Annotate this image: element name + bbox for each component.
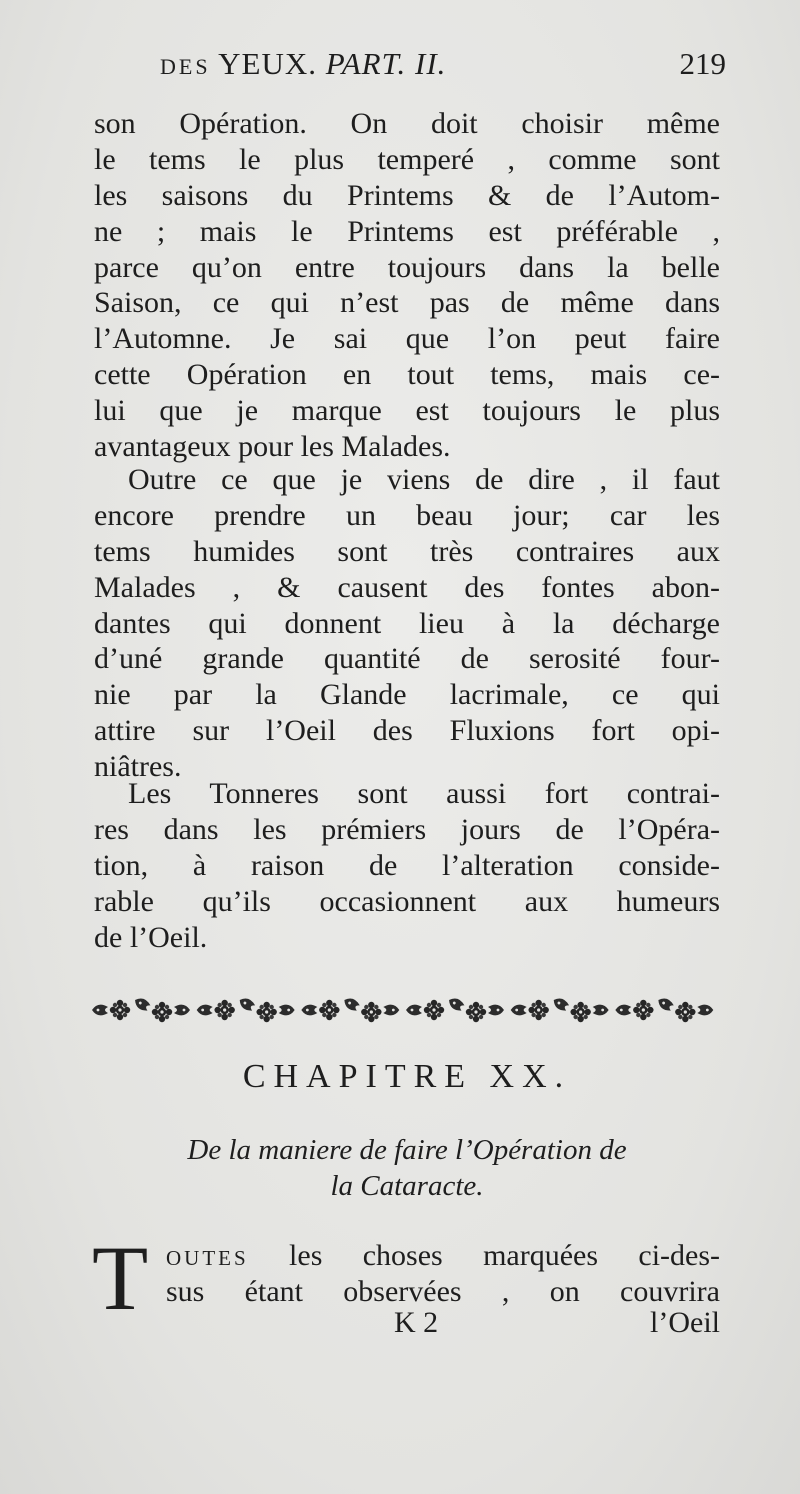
ornament-flower — [675, 1002, 695, 1022]
text-line-rest: les choses marquées ci-des- — [289, 1239, 721, 1272]
text-line: Outre ce que je viens de dire , il faut — [128, 463, 720, 496]
drop-cap: T — [92, 1227, 149, 1329]
text-line: sus étant observées , on couvrira — [166, 1275, 720, 1308]
ornament-leaf — [446, 995, 465, 1012]
text-line: ne ; mais le Printems est préférable , — [94, 214, 720, 248]
chapter-heading: CHAPITRE XX. — [242, 1058, 572, 1095]
text-line — [166, 1238, 720, 1274]
text-line: res dans les prémiers jours de l’Opéra- — [94, 812, 720, 846]
ornament-flower — [528, 1000, 548, 1020]
ornament-leaf — [511, 1005, 527, 1016]
header-title — [160, 46, 446, 82]
paragraph-2 — [94, 462, 720, 785]
chapter-subtitle-line: la Cataracte. — [330, 1170, 484, 1202]
ornament-leaf — [237, 995, 256, 1012]
text-line: l’Automne. Je sai que l’on peut faire — [94, 322, 720, 356]
text-line: lui que je marque est toujours le plus — [94, 394, 720, 428]
text-line: les saisons du Printems & de l’Autom- — [94, 178, 720, 212]
ornament-leaf — [406, 1005, 422, 1016]
ornament-leaf — [488, 1005, 504, 1016]
text-line: niâtres. — [94, 750, 182, 784]
text-line: tems humides sont très contraires aux — [94, 534, 720, 568]
ornament-leaf — [383, 1005, 399, 1016]
ornament-leaf — [197, 1005, 213, 1016]
ornament-flower — [466, 1002, 486, 1022]
text-line: son Opération. On doit choisir même — [94, 107, 720, 140]
chapter-subtitle-line: De la maniere de faire l’Opération de — [187, 1134, 627, 1166]
ornament-leaf — [301, 1005, 317, 1016]
header-title-main: YEUX. — [218, 46, 318, 81]
ornament-leaf — [656, 995, 675, 1012]
ornament-flower — [214, 1000, 234, 1020]
text-line: encore prendre un beau jour; car les — [94, 498, 720, 532]
running-header — [160, 46, 726, 90]
text-line: Saison, ce qui n’est pas de même dans — [94, 286, 720, 320]
text-line: Malades , & causent des fontes abon- — [94, 570, 720, 604]
ornament-leaf — [342, 995, 361, 1012]
header-title-small: DES — [160, 54, 211, 79]
first-word-smallcaps: OUTES — [166, 1246, 249, 1270]
page-footer — [94, 1306, 720, 1346]
ornament-leaf — [92, 1005, 108, 1016]
ornament-flower — [570, 1002, 590, 1022]
catchword: l’Oeil — [650, 1306, 720, 1339]
ornament-leaf — [174, 1005, 190, 1016]
text-line: le tems le plus temperé , comme sont — [94, 142, 720, 176]
paragraph-1 — [94, 106, 720, 465]
text-line: avantageux pour les Malades. — [94, 430, 451, 464]
ornament-leaf — [551, 995, 570, 1012]
ornament-leaf — [593, 1005, 609, 1016]
ornament-flower — [361, 1002, 381, 1022]
ornament-flower — [110, 1000, 130, 1020]
ornament-leaf — [697, 1005, 713, 1016]
ornament-flower — [633, 1000, 653, 1020]
ornament-flower — [424, 1000, 444, 1020]
ornament-flower — [319, 1000, 339, 1020]
ornament-band — [90, 990, 718, 1030]
page-number: 219 — [679, 46, 726, 81]
ornament-leaf — [279, 1005, 295, 1016]
header-title-part: PART. II. — [325, 46, 447, 81]
text-line: nie par la Glande lacrimale, ce qui — [94, 678, 720, 712]
text-line: de l’Oeil. — [94, 920, 208, 954]
signature-mark: K 2 — [394, 1306, 439, 1339]
text-line: d’uné grande quantité de serosité four- — [94, 642, 720, 676]
text-line: attire sur l’Oeil des Fluxions fort opi- — [94, 714, 720, 748]
text-line: tion, à raison de l’alteration conside- — [94, 848, 720, 882]
text-line: rable qu’ils occasionnent aux humeurs — [94, 884, 720, 918]
ornament-flower — [256, 1002, 276, 1022]
ornament-leaf — [615, 1005, 631, 1016]
ornament-flower — [152, 1002, 172, 1022]
text-line: Les Tonneres sont aussi fort contrai- — [128, 777, 720, 810]
ornament-leaf — [132, 995, 151, 1012]
text-line: dantes qui donnent lieu à la décharge — [94, 606, 720, 640]
opening-paragraph — [166, 1238, 720, 1310]
text-line: parce qu’on entre toujours dans la belle — [94, 250, 720, 284]
text-line: cette Opération en tout tems, mais ce- — [94, 358, 720, 392]
paragraph-3 — [94, 776, 720, 955]
chapter-subtitle — [94, 1132, 720, 1204]
